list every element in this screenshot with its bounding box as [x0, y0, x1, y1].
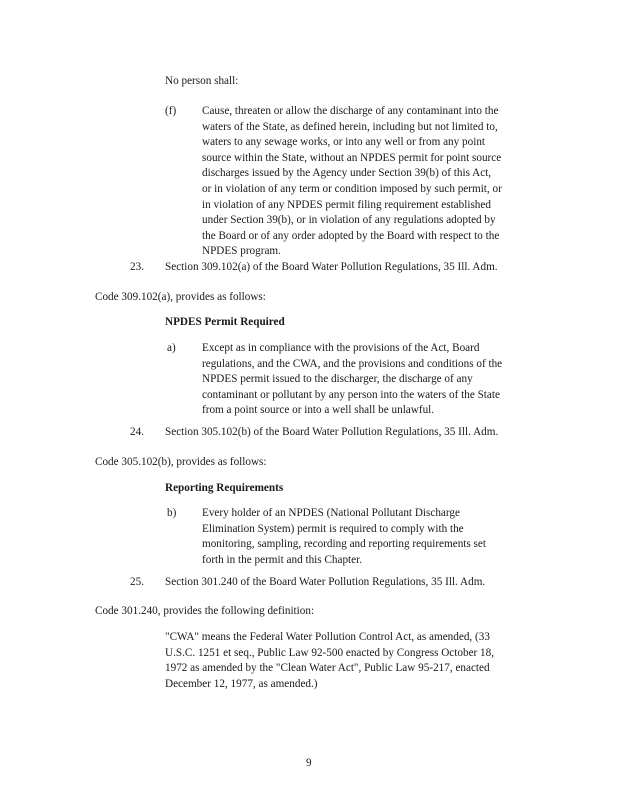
clause-f-line: waters of the State, as defined herein, including but not limited to,	[202, 120, 498, 133]
cwa-definition	[165, 630, 535, 692]
para-23-sub-line: contaminant or pollutant by any person into the waters of the State	[202, 388, 500, 401]
para-23-sub-line: Except as in compliance with the provisions of the Act, Board	[202, 342, 480, 354]
clause-f-line: source within the State, without an NPDES permit for point source	[202, 151, 502, 164]
para-24-number: 24.	[130, 426, 144, 438]
definition-line: U.S.C. 1251 et seq., Public Law 92-500 enacted by Congress October 18,	[165, 646, 495, 659]
para-24-first-line: Section 305.102(b) of the Board Water Pollution Regulations, 35 Ill. Adm.	[165, 426, 499, 438]
para-25-continuation: Code 301.240, provides the following definition:	[95, 605, 315, 617]
para-24-sub-line: monitoring, sampling, recording and reporting requirements set	[202, 538, 486, 551]
clause-f-line: discharges issued by the Agency under Section 39(b) of this Act,	[202, 167, 492, 180]
clause-f-line: NPDES program.	[202, 245, 281, 258]
clause-f-line: in violation of any NPDES permit filing requirement established	[202, 198, 491, 211]
definition-line: 1972 as amended by the "Clean Water Act", Public Law 95-217, enacted	[165, 662, 490, 675]
para-23-number: 23.	[130, 261, 144, 273]
para-24-heading: Reporting Requirements	[165, 482, 284, 494]
para-23-sub-line: from a point source or into a well shall be unlawful.	[202, 404, 435, 417]
para-25-number: 25.	[130, 576, 144, 588]
page-number: 9	[306, 757, 312, 769]
para-24-sub-line: Every holder of an NPDES (National Pollutant Discharge	[202, 507, 460, 519]
clause-f-line: under Section 39(b), or in violation of any regulations adopted by	[202, 214, 496, 227]
para-24-sub-line: Elimination System) permit is required to comply with the	[202, 522, 464, 535]
definition-line: December 12, 1977, as amended.)	[165, 677, 318, 690]
para-23-sub-marker: a)	[167, 342, 176, 354]
para-23-continuation: Code 309.102(a), provides as follows:	[95, 291, 266, 303]
para-24-continuation: Code 305.102(b), provides as follows:	[95, 456, 267, 468]
para-23-sub-line: regulations, and the CWA, and the provisions and conditions of the	[202, 357, 503, 370]
para-24-sub-marker: b)	[167, 507, 177, 519]
para-23-sub-line: NPDES permit issued to the discharger, the discharge of any	[202, 373, 473, 386]
clause-f-line: waters to any sewage works, or into any well or from any point	[202, 136, 486, 149]
clause-f-line: or in violation of any term or condition imposed by such permit, or	[202, 182, 502, 195]
clause-f-line: Cause, threaten or allow the discharge of any contaminant into the	[202, 105, 499, 117]
para-23-heading: NPDES Permit Required	[165, 316, 285, 328]
para-23-sub-text	[202, 341, 542, 419]
clause-f-text	[202, 104, 542, 260]
para-25-first-line: Section 301.240 of the Board Water Pollution Regulations, 35 Ill. Adm.	[165, 576, 486, 588]
clause-f-line: the Board or of any order adopted by the Board with respect to the	[202, 229, 500, 242]
definition-line: "CWA" means the Federal Water Pollution Control Act, as amended, (33	[165, 631, 490, 643]
clause-f-marker: (f)	[165, 105, 177, 117]
para-23-first-line: Section 309.102(a) of the Board Water Pollution Regulations, 35 Ill. Adm.	[165, 261, 498, 273]
para-24-sub-line: forth in the permit and this Chapter.	[202, 553, 363, 566]
para-24-sub-text	[202, 506, 542, 568]
intro-text: No person shall:	[165, 75, 239, 87]
